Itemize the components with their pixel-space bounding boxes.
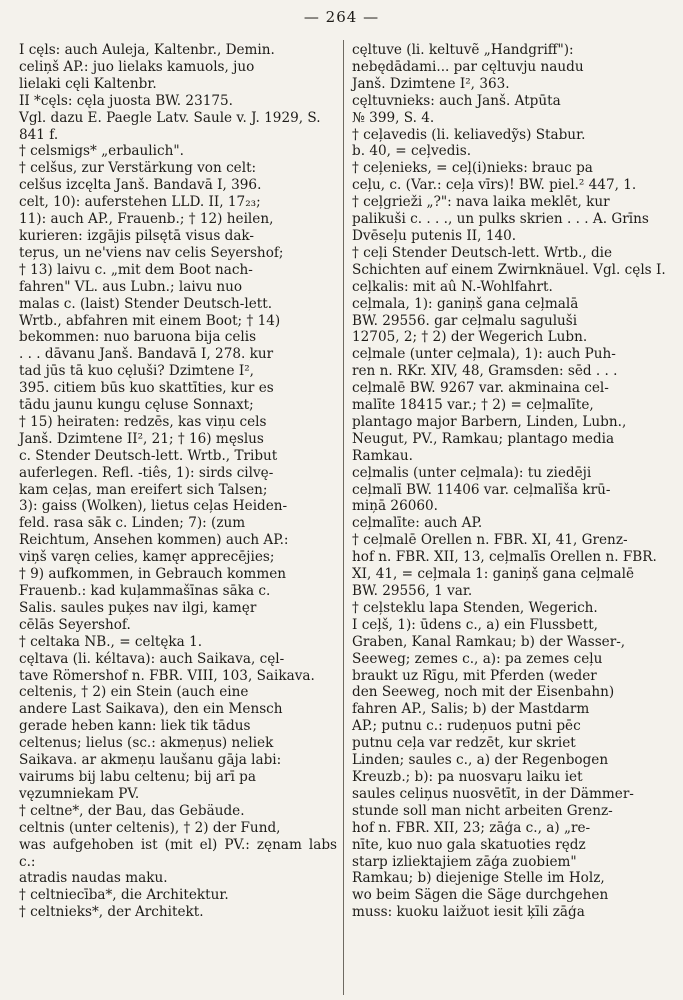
dictionary-line: celtenis, † 2) ein Stein (auch eine <box>19 684 249 701</box>
dictionary-line: Linden; saules c., a) der Regenbogen <box>352 752 609 769</box>
dictionary-line: celt, 10): auferstehen LLD. II, 17₂₃; <box>19 194 261 211</box>
dictionary-line: Janš. Dzimtene II², 21; † 16) męslus <box>19 430 264 447</box>
dictionary-line: † ceļavedis (li. keliavedỹs) Stabur. <box>352 126 586 143</box>
dictionary-line: teŗus, un ne'viens nav celis Seyershof; <box>19 244 284 261</box>
dictionary-line: † ceļsteklu lapa Stenden, Wegerich. <box>352 599 598 616</box>
dictionary-line: feld. rasa sāk c. Linden; 7): (zum <box>19 515 246 532</box>
dictionary-line: † ceļi Stender Deutsch-lett. Wrtb., die <box>352 244 613 261</box>
dictionary-line: was aufgehoben ist (mit el) PV.: zęnam labs c.: <box>19 836 337 870</box>
dictionary-line: † celšus, zur Verstärkung von celt: <box>19 160 257 177</box>
dictionary-line: Kreuzb.; b): pa nuosvaŗu laiku iet <box>352 768 583 785</box>
dictionary-line: † 9) aufkommen, in Gebrauch kommen <box>19 566 287 583</box>
dictionary-line: Graben, Kanal Ramkau; b) der Wasser-, <box>352 633 626 650</box>
dictionary-line: fahren" VL. aus Lubn.; laivu nuo <box>19 278 243 295</box>
dictionary-line: ceļmalī BW. 11406 var. ceļmalīša krū- <box>352 481 611 498</box>
dictionary-line: stunde soll man nicht arbeiten Grenz- <box>352 802 613 819</box>
dictionary-line: kam ceļas, man ereifert sich Talsen; <box>19 481 268 498</box>
dictionary-line: † 13) laivu c. „mit dem Boot nach- <box>19 261 253 278</box>
dictionary-line: tave Römershof n. FBR. VIII, 103, Saikava. <box>19 667 315 684</box>
dictionary-line: † celtniecība*, die Architektur. <box>19 887 229 904</box>
dictionary-line: Salis. saules puķes nav ilgi, kamęr <box>19 599 257 616</box>
dictionary-line: 395. citiem būs kuo skattīties, kur es <box>19 380 274 397</box>
dictionary-line: saules celiņus nuosvētīt, in der Dämmer- <box>352 785 634 802</box>
dictionary-line: palikuši c. . . ., un pulks skrien . . . A. Grīns <box>352 211 649 228</box>
dictionary-line: kurieren: izgājis pilsętā visus dak- <box>19 227 255 244</box>
dictionary-line: № 399, S. 4. <box>352 109 435 126</box>
dictionary-line: I ceļš, 1): ūdens c., a) ein Flussbett, <box>352 616 598 633</box>
dictionary-line: celtnis (unter celtenis), † 2) der Fund, <box>19 819 281 836</box>
dictionary-line: ceļmale (unter ceļmala), 1): auch Puh- <box>352 346 616 363</box>
dictionary-line: vęzumniekam PV. <box>19 785 140 802</box>
dictionary-line: † celtnieks*, der Architekt. <box>19 904 204 921</box>
dictionary-line: fahren AP., Salis; b) der Mastdarm <box>352 701 590 718</box>
dictionary-line: † celtaka NB., = celtęka 1. <box>19 633 203 650</box>
dictionary-line: Dvēseļu putenis II, 140. <box>352 227 517 244</box>
dictionary-line: hof n. FBR. XII, 23; zāģa c., a) „re- <box>352 819 591 836</box>
dictionary-line: ceļmalīte: auch AP. <box>352 515 483 532</box>
dictionary-line: † ceļgrieži „?": nava laika meklēt, kur <box>352 194 610 211</box>
column-divider <box>343 40 344 995</box>
dictionary-line: celiņš AP.: juo lielaks kamuols, juo <box>19 58 255 75</box>
dictionary-line: tādu jaunu kungu cęluse Sonnaxt; <box>19 397 254 414</box>
dictionary-line: andere Last Saikava), den ein Mensch <box>19 701 283 718</box>
dictionary-line: Seeweg; zemes c., a): pa zemes ceļu <box>352 650 603 667</box>
dictionary-line: † celtne*, der Bau, das Gebäude. <box>19 802 245 819</box>
dictionary-line: Frauenb.: kad kuļammašīnas sāka c. <box>19 583 271 599</box>
dictionary-line: Ramkau; b) diejenige Stelle im Holz, <box>352 870 605 887</box>
dictionary-line: cęltuve (li. keltuvẽ „Handgriff"): <box>352 42 574 58</box>
dictionary-line: malas c. (laist) Stender Deutsch-lett. <box>19 295 273 312</box>
dictionary-line: Schichten auf einem Zwirnknäuel. Vgl. cęls I. <box>352 261 666 278</box>
dictionary-line: ceļmalē BW. 9267 var. akminaina cel- <box>352 380 609 397</box>
dictionary-line: ceļmalis (unter ceļmala): tu ziedēji <box>352 464 592 481</box>
dictionary-line: 11): auch AP., Frauenb.; † 12) heilen, <box>19 211 274 228</box>
dictionary-line: bekommen: nuo baruona bija celis <box>19 329 257 346</box>
dictionary-line: putnu ceļa var redzēt, kur skriet <box>352 735 576 752</box>
dictionary-line: c. Stender Deutsch-lett. Wrtb., Tribut <box>19 447 278 464</box>
dictionary-line: wo beim Sägen die Säge durchgehen <box>352 887 609 904</box>
dictionary-line: celšus izcęlta Janš. Bandavā I, 396. <box>19 177 262 194</box>
dictionary-line: XI, 41, = ceļmala 1: ganiņš gana ceļmalē <box>352 566 635 583</box>
dictionary-line: auferlegen. Refl. -tiês, 1): sirds cilvę- <box>19 464 274 481</box>
dictionary-line: † ceļmalē Orellen n. FBR. XI, 41, Grenz- <box>352 532 628 549</box>
dictionary-line: ceļu, c. (Var.: ceļa vīrs)! BW. piel.² 447, 1. <box>352 177 637 194</box>
dictionary-line: Reichtum, Ansehen kommen) auch AP.: <box>19 532 289 549</box>
dictionary-line: nīte, kuo nuo gala skatuoties rędz <box>352 836 586 853</box>
dictionary-line: cęltuvnieks: auch Janš. Atpūta <box>352 92 561 109</box>
dictionary-line: braukt uz Rīgu, mit Pferden (weder <box>352 667 597 684</box>
left-column <box>19 42 337 921</box>
dictionary-line: atradis naudas maku. <box>19 870 168 887</box>
dictionary-line: II *cęls: cęla juosta BW. 23175. <box>19 92 233 109</box>
dictionary-line: vairums bij labu celtenu; bij arī pa <box>19 768 256 785</box>
dictionary-line: I cęls: auch Auleja, Kaltenbr., Demin. <box>19 42 275 58</box>
dictionary-line: celtenus; lielus (sc.: akmeņus) neliek <box>19 735 274 752</box>
dictionary-line: BW. 29556. gar ceļmalu saguluši <box>352 312 578 329</box>
dictionary-line: . . . dāvanu Janš. Bandavā I, 278. kur <box>19 346 274 363</box>
dictionary-line: Janš. Dzimtene I², 363. <box>352 75 510 92</box>
dictionary-line: BW. 29556, 1 var. <box>352 583 473 599</box>
dictionary-line: miņā 26060. <box>352 498 438 515</box>
right-column <box>352 42 670 921</box>
dictionary-line: Ramkau. <box>352 447 413 464</box>
dictionary-line: b. 40, = ceļvedis. <box>352 143 472 160</box>
dictionary-line: Vgl. dazu E. Paegle Latv. Saule v. J. 1929, S. <box>19 109 321 126</box>
dictionary-line: 841 f. <box>19 126 59 143</box>
dictionary-line: gerade heben kann: liek tik tādus <box>19 718 251 735</box>
dictionary-line: Wrtb., abfahren mit einem Boot; † 14) <box>19 312 281 329</box>
dictionary-line: ceļkalis: mit aû N.-Wohlfahrt. <box>352 278 553 295</box>
dictionary-line: AP.; putnu c.: rudeņuos putni pēc <box>352 718 581 735</box>
dictionary-line: den Seeweg, noch mit der Eisenbahn) <box>352 684 615 701</box>
dictionary-line: cēlās Seyershof. <box>19 616 131 633</box>
dictionary-line: hof n. FBR. XII, 13, ceļmalīs Orellen n. FBR. <box>352 549 657 566</box>
dictionary-line: ceļmala, 1): ganiņš gana ceļmalā <box>352 295 579 312</box>
dictionary-line: muss: kuoku laižuot iesit ķīli zāģa <box>352 904 585 921</box>
dictionary-line: lielaki cęli Kaltenbr. <box>19 75 157 92</box>
dictionary-line: Neugut, PV., Ramkau; plantago media <box>352 430 615 447</box>
dictionary-line: malīte 18415 var.; † 2) = ceļmalīte, <box>352 397 594 414</box>
dictionary-line: tad jūs tā kuo cęluši? Dzimtene I², <box>19 363 255 380</box>
dictionary-line: † celsmigs* „erbaulich". <box>19 143 184 160</box>
dictionary-line: plantago major Barbern, Linden, Lubn., <box>352 413 627 430</box>
page-number: — 264 — <box>303 8 380 26</box>
dictionary-line: † ceļenieks, = ceļ(i)nieks: brauc pa <box>352 160 593 177</box>
dictionary-line: 3): gaiss (Wolken), lietus ceļas Heiden- <box>19 498 288 515</box>
dictionary-line: ren n. RKr. XIV, 48, Gramsden: sēd . . . <box>352 363 618 380</box>
dictionary-line: viņš varęn celies, kamęr apprecējies; <box>19 549 275 566</box>
dictionary-line: † 15) heiraten: redzēs, kas viņu cels <box>19 413 267 430</box>
dictionary-line: nebędādami... par cęltuvju naudu <box>352 58 584 75</box>
dictionary-line: Saikava. ar akmeņu laušanu gāja labi: <box>19 752 282 769</box>
dictionary-line: cęltava (li. kéltava): auch Saikava, cęl- <box>19 650 285 667</box>
dictionary-line: 12705, 2; † 2) der Wegerich Lubn. <box>352 329 588 346</box>
dictionary-line: starp izliektajiem zāģa zuobiem" <box>352 853 577 870</box>
